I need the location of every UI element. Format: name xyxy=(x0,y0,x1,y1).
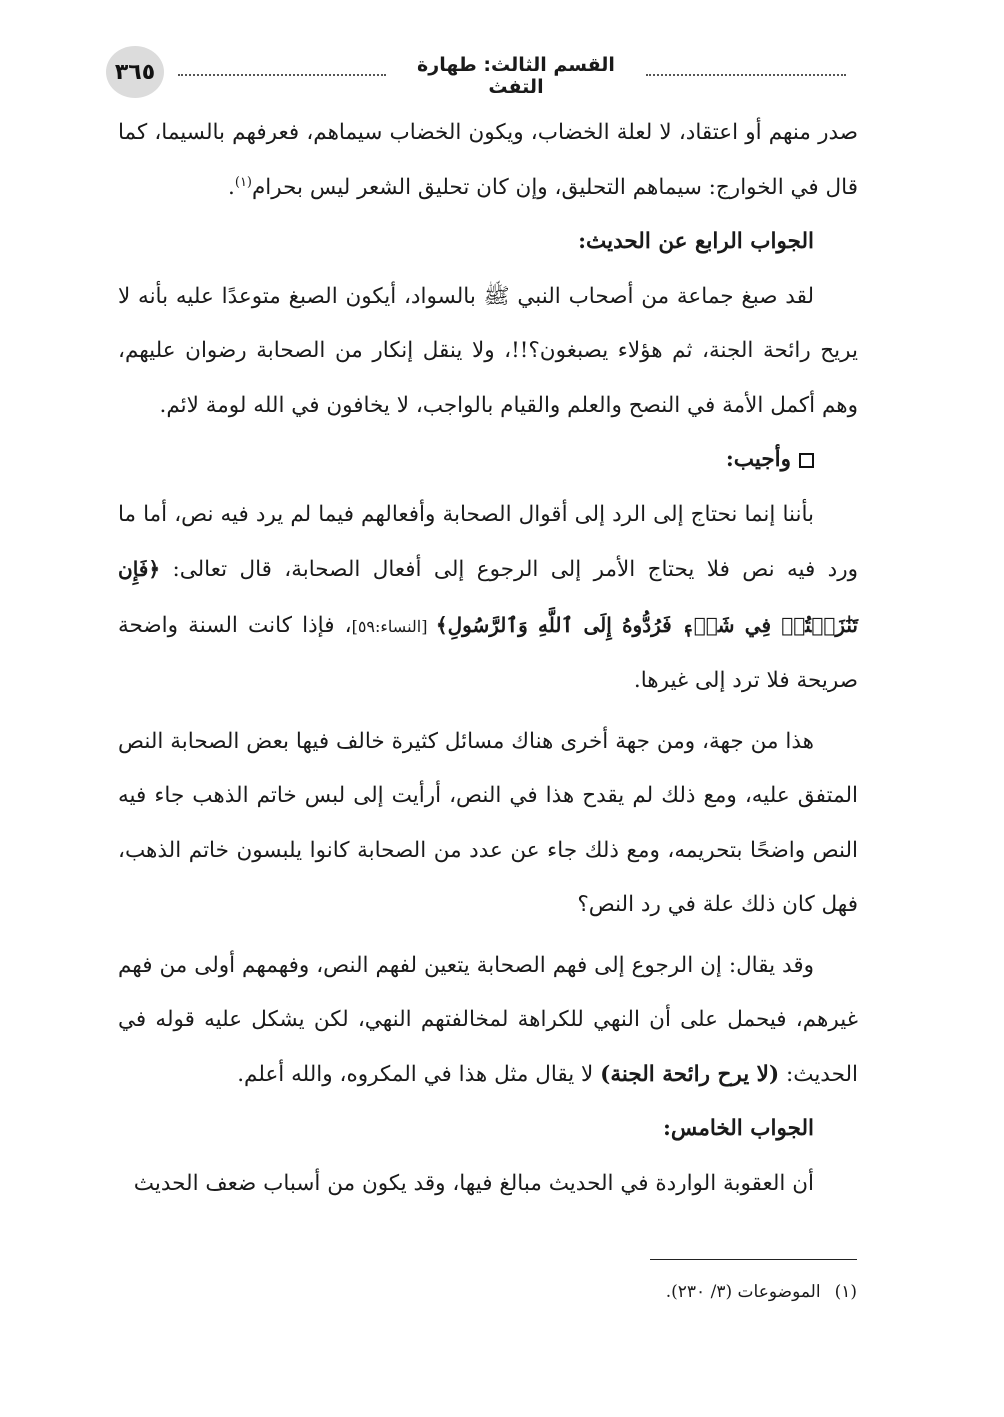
paragraph-2: لقد صبغ جماعة من أصحاب النبي ﷺ بالسواد، أيكون الصبغ متوعدًا عليه بأنه لا يريح رائحة الجنة، ثم هؤلاء يصبغون؟!!، ولا ينقل إنكار من الصحابة رضوان عليهم، وهم أكمل الأمة في النصح والعلم والقيام بالواجب، لا يخافون في الله لومة لائم. xyxy=(118,283,858,418)
hadith-quote: (لا يرح رائحة الجنة) xyxy=(600,1061,780,1087)
page-header xyxy=(106,46,846,98)
paragraph-3: بأننا إنما نحتاج إلى الرد إلى أقوال الصحابة وأفعالهم فيما لم يرد فيه نص، أما ما ورد فيه نص فلا يحتاج الأمر إلى الرجوع إلى أفعال الصحابة، قال تعالى: ﴿فَإِن تَنَٰزَعۡتُمۡ فِي شَيۡءٖ فَرُدُّوهُ إِلَى ٱللَّهِ وَٱلرَّسُولِ﴾ [النساء:٥٩]، فإذا كانت السنة واضحة صريحة فلا ترد إلى غيرها. xyxy=(118,501,858,693)
footnote-ref-1[interactable]: (١) xyxy=(234,174,252,190)
quran-verse: ﴿فَإِن تَنَٰزَعۡتُمۡ فِي شَيۡءٖ فَرُدُّوهُ إِلَى ٱللَّهِ وَٱلرَّسُولِ﴾ xyxy=(118,557,858,637)
paragraph-5: وقد يقال: إن الرجوع إلى فهم الصحابة يتعين لفهم النص، وفهمهم أولى من فهم غيرهم، فيحمل على أن النهي للكراهة لمخالفتهم النهي، لكن يشكل عليه قوله في الحديث: (لا يرح رائحة الجنة) لا يقال مثل هذا في المكروه، والله أعلم. xyxy=(118,952,858,1087)
running-title: القسم الثالث: طهارة التفث xyxy=(417,54,615,98)
header-dotted-rule-right xyxy=(646,66,846,76)
footnote-1 xyxy=(300,1276,857,1308)
main-text xyxy=(118,106,858,1211)
page-number: ٣٦٥ xyxy=(106,46,164,98)
footnote-number: (١) xyxy=(834,1282,857,1302)
heading-fourth-answer: الجواب الرابع عن الحديث: xyxy=(578,229,814,254)
verse-reference: [النساء:٥٩] xyxy=(351,616,436,636)
heading-answered: وأجيب: xyxy=(118,433,858,488)
paragraph-4: هذا من جهة، ومن جهة أخرى هناك مسائل كثيرة خالف فيها بعض الصحابة النص المتفق عليه، ومع ذلك لم يقدح هذا في النص، أرأيت إلى لبس خاتم الذهب جاء فيه النص واضحًا بتحريمه، ومع ذلك جاء عن عدد من الصحابة كانوا يلبسون خاتم الذهب، فهل كان ذلك علة في رد النص؟ xyxy=(118,728,858,917)
heading-fifth-answer: الجواب الخامس: xyxy=(662,1116,814,1141)
paragraph-6: أن العقوبة الواردة في الحديث مبالغ فيها، وقد يكون من أسباب ضعف الحديث xyxy=(133,1170,814,1196)
header-dotted-rule-left xyxy=(178,66,386,76)
footnote-separator xyxy=(650,1259,857,1260)
footnote-text: الموضوعات (٣/ ٢٣٠). xyxy=(665,1282,821,1302)
square-bullet-icon xyxy=(799,453,814,468)
paragraph-1: صدر منهم أو اعتقاد، لا لعلة الخضاب، ويكون الخضاب سيماهم، فعرفهم بالسيما، كما قال في الخوارج: سيماهم التحليق، وإن كان تحليق الشعر ليس بحرام$^{(١)}$. xyxy=(118,120,858,200)
